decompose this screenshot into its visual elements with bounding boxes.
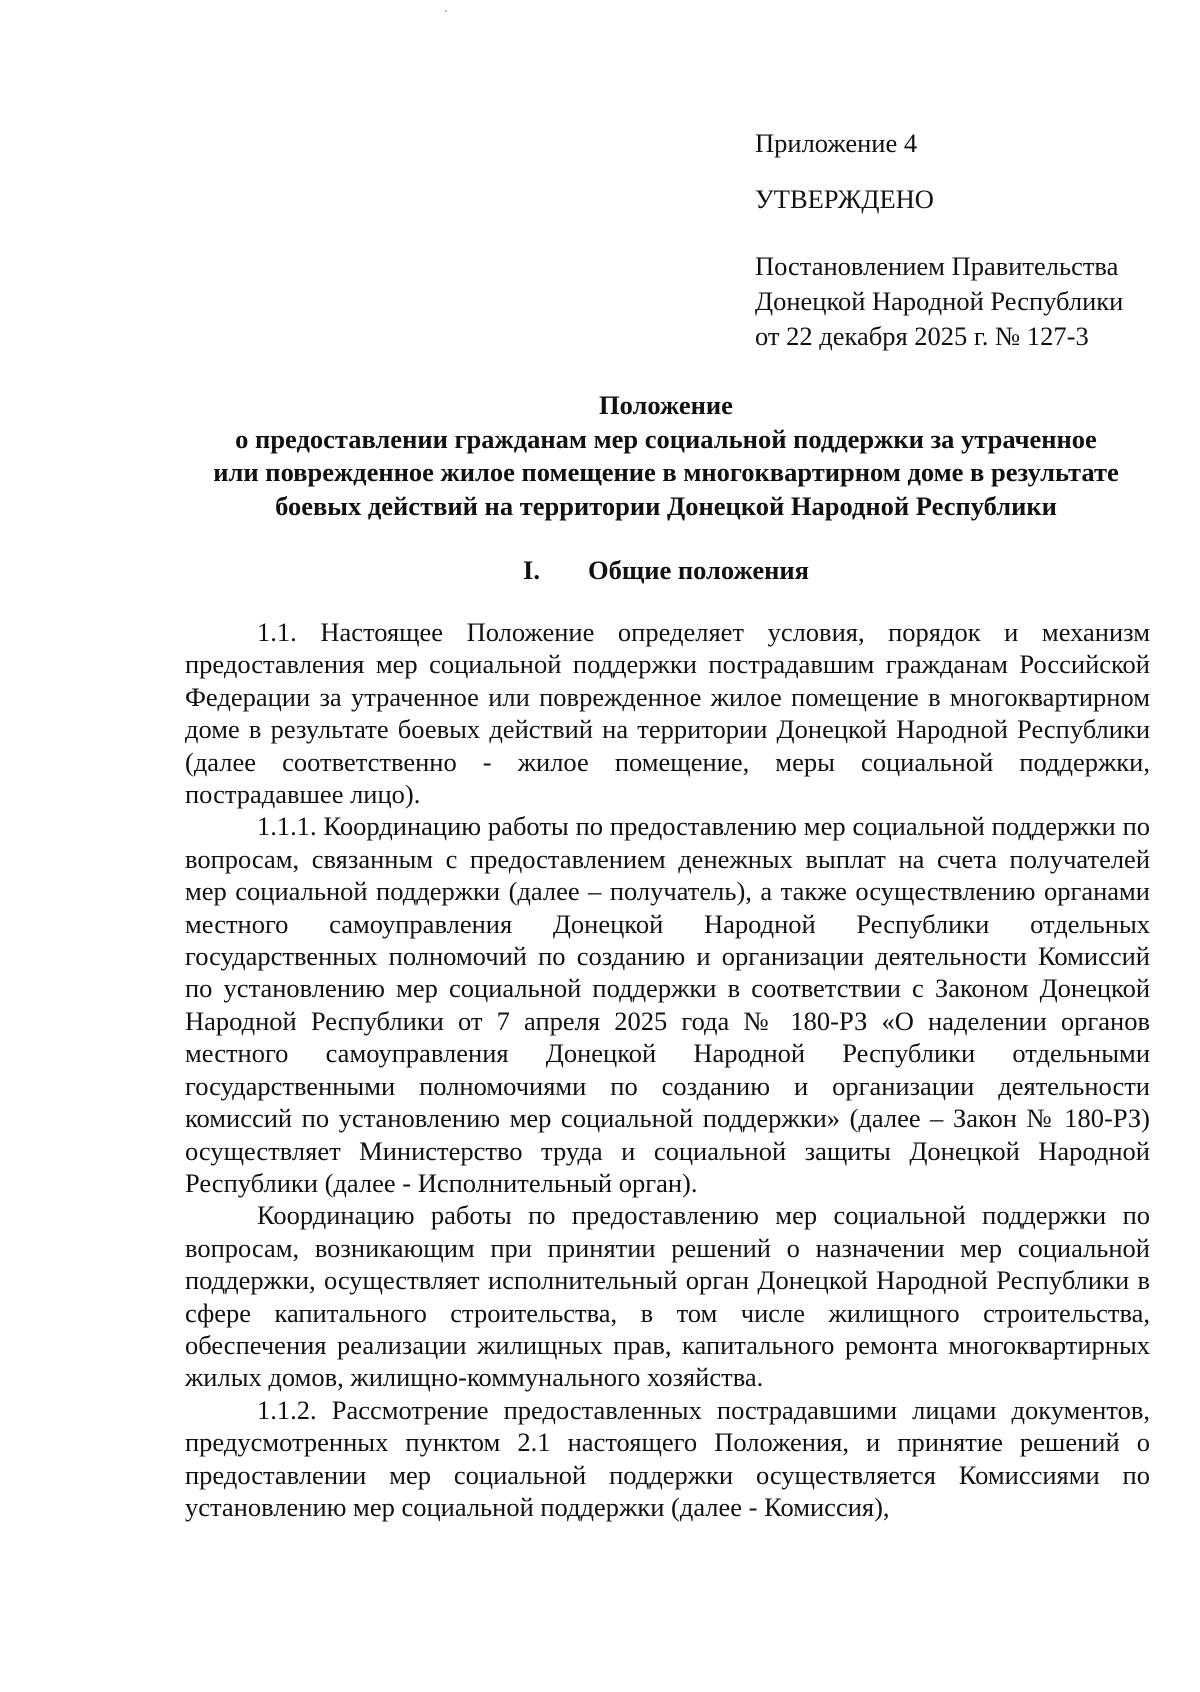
title-line-2: о предоставлении гражданам мер социальной поддержки за утраченное <box>235 423 1097 454</box>
section-heading <box>180 553 1152 587</box>
paragraph-1-1-2: 1.1.2. Рассмотрение предоставленных пострадавшими лицами документов, предусмотренных пунктом 2.1 настоящего Положения, и принятие решений о предоставлении мер социальной поддержки осуществляется Комиссиями по установлению мер социальной поддержки (далее - Комиссия), <box>185 1394 1150 1522</box>
section-title: Общие положения <box>587 555 809 585</box>
scan-speck <box>445 10 447 12</box>
title-line-3: или поврежденное жилое помещение в многоквартирном доме в результате <box>213 457 1119 487</box>
paragraph-1-1-1: 1.1.1. Координацию работы по предоставлению мер социальной поддержки по вопросам, связанным с предоставлением денежных выплат на счета получателей мер социальной поддержки (далее – получатель), а также осуществлению органами местного самоуправления Донецкой Народной Республики отдельных государственных полномочий по созданию и организации деятельности Комиссий по установлению мер социальной поддержки в соответствии с Законом Донецкой Народной Республики от 7 апреля 2025 года № 180-РЗ «О наделении органов местного самоуправления Донецкой Народной Республики отдельными государственными полномочиями по созданию и организации деятельности комиссий по установлению мер социальной поддержки» (далее – Закон № 180-РЗ) осуществляет Министерство труда и социальной защиты Донецкой Народной Республики (далее - Исполнительный орган). <box>185 811 1150 1198</box>
title-line-4: боевых действий на территории Донецкой Народной Республики <box>275 490 1057 521</box>
document-body <box>185 616 1150 1523</box>
resolution-line-1: Постановлением Правительства <box>755 251 1119 281</box>
section-number: I. <box>523 555 540 585</box>
resolution-line-2: Донецкой Народной Республики <box>755 286 1124 316</box>
paragraph-1-1: 1.1. Настоящее Положение определяет условия, порядок и механизм предоставления мер социальной поддержки пострадавшим гражданам Российской Федерации за утраченное или поврежденное жилое помещение в многоквартирном доме в результате боевых действий на территории Донецкой Народной Республики (далее соответственно - жилое помещение, меры социальной поддержки, пострадавшее лицо). <box>185 617 1150 810</box>
approval-block <box>755 126 1175 354</box>
approved-stamp-text: УТВЕРЖДЕНО <box>755 184 934 214</box>
title-line-1: Положение <box>599 390 733 420</box>
document-title <box>180 389 1152 523</box>
resolution-line-3: от 22 декабря 2025 г. № 127-3 <box>755 321 1089 351</box>
paragraph-coordination: Координацию работы по предоставлению мер социальной поддержки по вопросам, возникающим при принятии решений о назначении мер социальной поддержки, осуществляет исполнительный орган Донецкой Народной Республики в сфере капитального строительства, в том числе жилищного строительства, обеспечения реализации жилищных прав, капитального ремонта многоквартирных жилых домов, жилищно-коммунального хозяйства. <box>185 1200 1150 1393</box>
appendix-label: Приложение 4 <box>755 128 918 158</box>
